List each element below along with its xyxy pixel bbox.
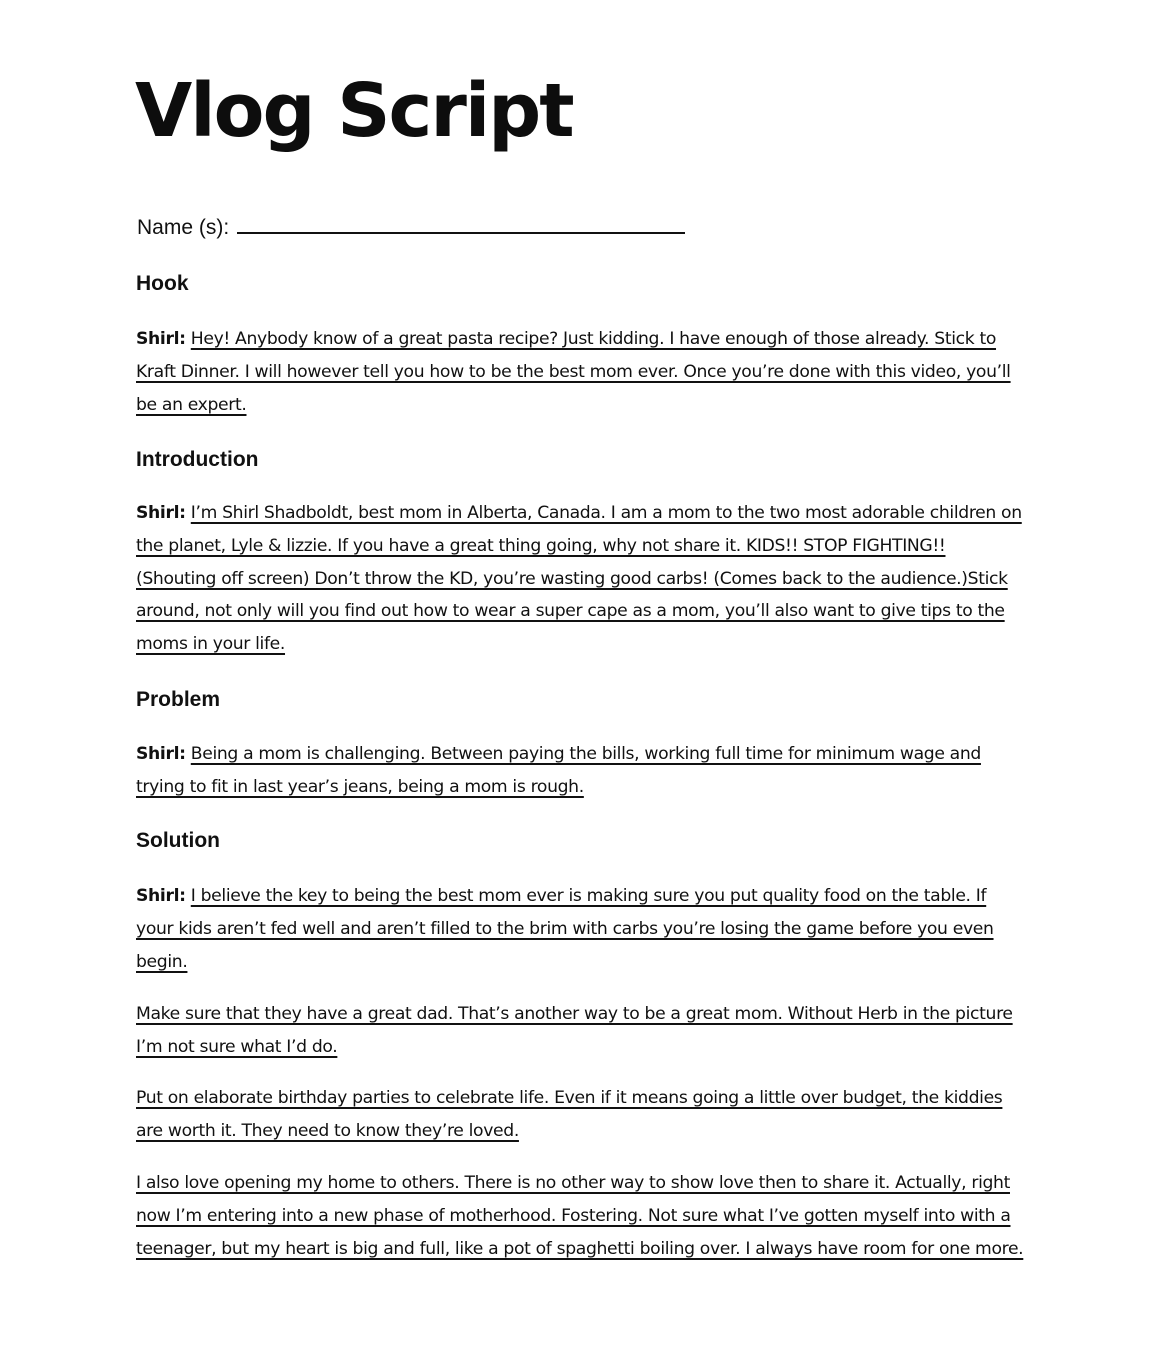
solution-text-2: Make sure that they have a great dad. That’s another way to be a great mom. Without Herb in the picture I’m not sure what I’d do. (136, 1004, 1013, 1057)
introduction-paragraph (136, 497, 1026, 661)
speaker-label: Shirl: (136, 329, 186, 349)
hook-paragraph (136, 323, 1026, 421)
solution-text-1: I believe the key to being the best mom ever is making sure you put quality food on the table. If your kids aren’t fed well and aren’t filled to the brim with carbs you’re losing the game before you even begin. (136, 886, 994, 972)
name-field-row (137, 212, 685, 243)
section-heading-solution: Solution (136, 829, 220, 852)
hook-text: Hey! Anybody know of a great pasta recipe? Just kidding. I have enough of those already. Stick to Kraft Dinner. I will however tell you how to be the best mom ever. Once you’re done with this video, you’ll be an expert. (136, 329, 1011, 415)
solution-text-4: I also love opening my home to others. There is no other way to show love then to share it. Actually, right now I’m entering into a new phase of motherhood. Fostering. Not sure what I’ve gotten myself into with a teenager, but my heart is big and full, like a pot of spaghetti boiling over. I always have room for one more. (136, 1173, 1024, 1259)
problem-paragraph (136, 738, 1026, 804)
solution-paragraph-4 (136, 1167, 1026, 1265)
section-heading-problem: Problem (136, 688, 221, 711)
solution-paragraph-1 (136, 880, 1026, 978)
name-blank-line (237, 212, 685, 234)
introduction-text: I’m Shirl Shadboldt, best mom in Alberta, Canada. I am a mom to the two most adorable children on the planet, Lyle & lizzie. If you have a great thing going, why not share it. KIDS!! STOP FIGHTING!! (Shouting off screen) Don’t throw the KD, you’re wasting good carbs! (Comes back to the audience.)Stick around, not only will you find out how to wear a super cape as a mom, you’ll also want to give tips to the moms in your life. (136, 503, 1022, 655)
solution-paragraph-2 (136, 998, 1026, 1064)
section-heading-introduction: Introduction (136, 448, 259, 471)
section-heading-hook: Hook (136, 272, 189, 295)
speaker-label: Shirl: (136, 886, 186, 906)
document-title: Vlog Script (135, 68, 573, 154)
problem-text: Being a mom is challenging. Between paying the bills, working full time for minimum wage and trying to fit in last year’s jeans, being a mom is rough. (136, 744, 981, 797)
speaker-label: Shirl: (136, 744, 186, 764)
speaker-label: Shirl: (136, 503, 186, 523)
name-label: Name (s): (137, 216, 230, 239)
solution-text-3: Put on elaborate birthday parties to celebrate life. Even if it means going a little over budget, the kiddies are worth it. They need to know they’re loved. (136, 1088, 1003, 1141)
solution-paragraph-3 (136, 1082, 1026, 1148)
